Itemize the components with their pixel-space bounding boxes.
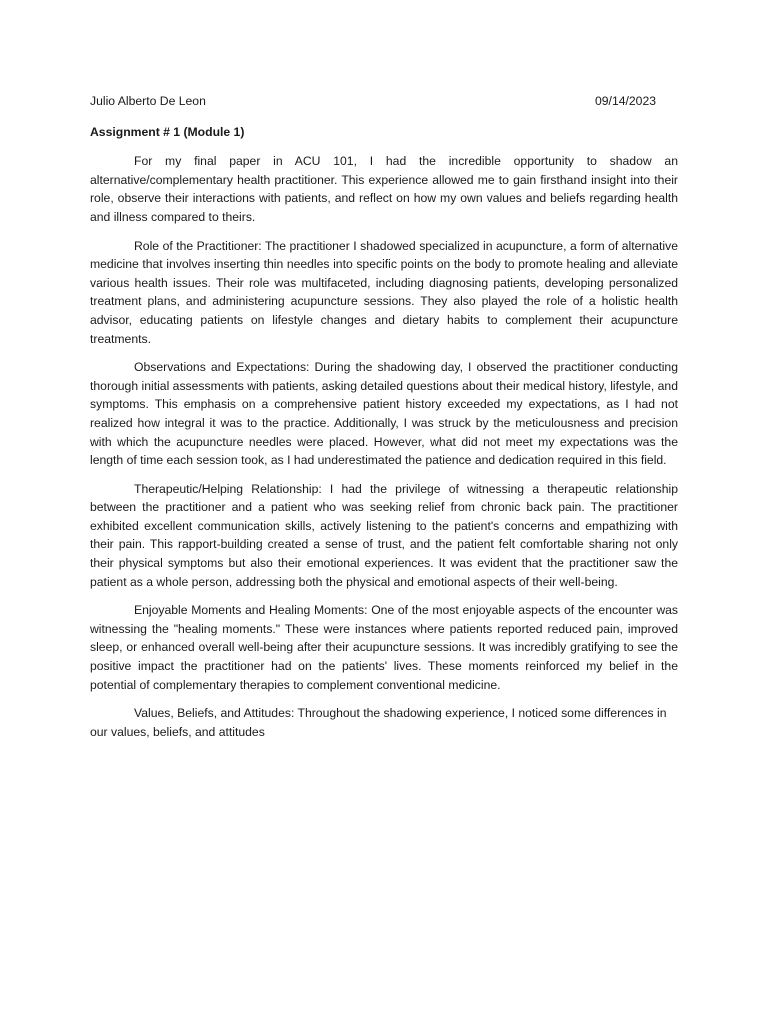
paragraph-relationship: Therapeutic/Helping Relationship: I had the privilege of witnessing a therapeutic relationship between the practitioner and a patient who was seeking relief from chronic back pain. The practitioner exhibited excellent communication skills, actively listening to the patient's concerns and empathizing with their pain. This rapport-building created a sense of trust, and the patient felt comfortable sharing not only their physical symptoms but also their emotional experiences. It was evident that the practitioner saw the patient as a whole person, addressing both the physical and emotional aspects of their well-being. bbox=[90, 481, 678, 589]
paragraph-observations: Observations and Expectations: During the shadowing day, I observed the practitioner conducting thorough initial assessments with patients, asking detailed questions about their medical history, lifestyle, and symptoms. This emphasis on a comprehensive patient history exceeded my expectations, as I had not realized how integral it was to the practice. Additionally, I was struck by the meticulousness and precision with which the acupuncture needles were placed. However, what did not meet my expectations was the length of time each session took, as I had underestimated the patience and dedication required in this field. bbox=[90, 360, 678, 468]
author-name: Julio Alberto De Leon bbox=[90, 94, 206, 108]
paragraph-intro: For my final paper in ACU 101, I had the incredible opportunity to shadow an alternative/complementary health practitioner. This experience allowed me to gain firsthand insight into their role, observe their interactions with patients, and reflect on how my own values and beliefs regarding health and illness compared to theirs. bbox=[90, 154, 678, 224]
paragraph-role: Role of the Practitioner: The practitioner I shadowed specialized in acupuncture, a form of alternative medicine that involves inserting thin needles into specific points on the body to promote healing and alleviate various health issues. Their role was multifaceted, including diagnosing patients, developing personalized treatment plans, and administering acupuncture sessions. They also played the role of a holistic health advisor, educating patients on lifestyle changes and dietary habits to complement their acupuncture treatments. bbox=[90, 238, 678, 346]
document-date: 09/14/2023 bbox=[595, 94, 656, 108]
assignment-title: Assignment # 1 (Module 1) bbox=[90, 124, 245, 139]
document-body bbox=[90, 92, 678, 751]
paragraph-values: Values, Beliefs, and Attitudes: Throughout the shadowing experience, I noticed some differences in our values, beliefs, and attitudes bbox=[90, 706, 667, 739]
document-header bbox=[90, 92, 656, 111]
paragraph-moments: Enjoyable Moments and Healing Moments: One of the most enjoyable aspects of the encounter was witnessing the "healing moments." These were instances where patients reported reduced pain, improved sleep, or enhanced overall well-being after their acupuncture sessions. It was incredibly gratifying to see the positive impact the practitioner had on the patients' lives. These moments reinforced my belief in the potential of complementary therapies to complement conventional medicine. bbox=[90, 603, 678, 692]
